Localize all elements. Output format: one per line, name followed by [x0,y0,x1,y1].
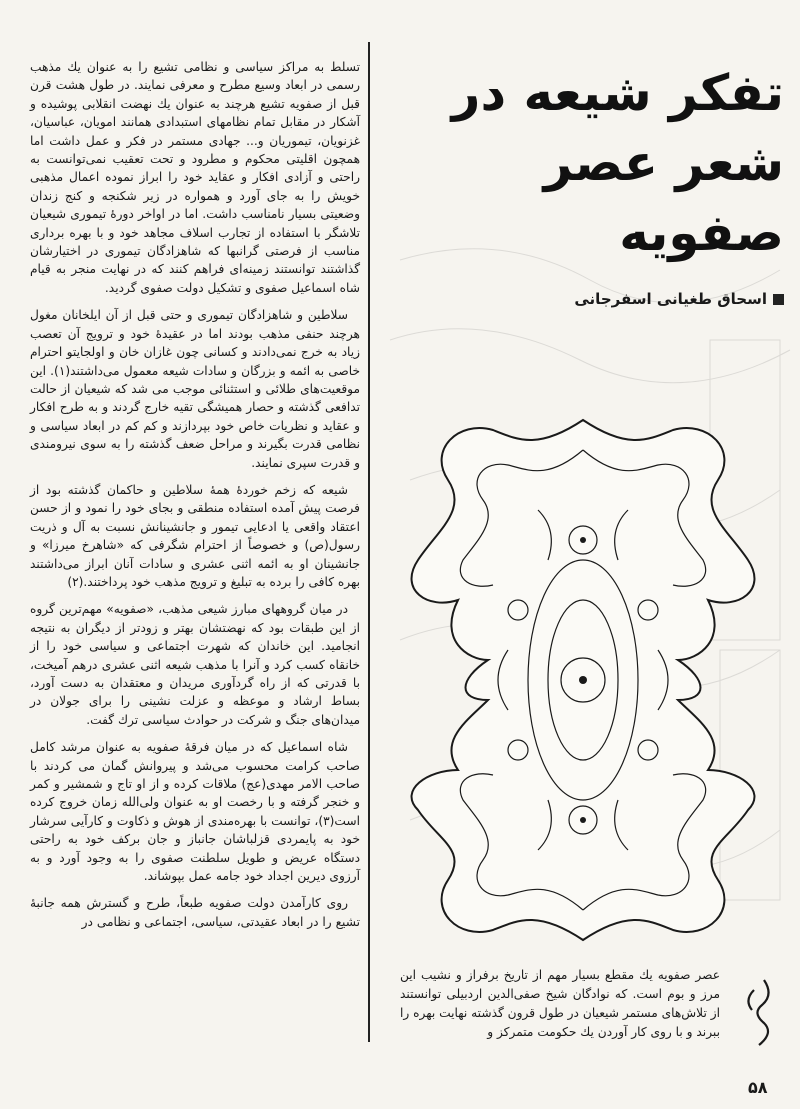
body-paragraph: در میان گروههای مبارز شیعی مذهب، «صفویه» مهم‌ترین گروه از این طبقات بود که نهضتشان بهتر و زودتر از دیگران به نتیجه انجامید. این خاندان که شهرت اجتماعی و سیاسی خود را از خانقاه کسب کرد و آنرا با مذهب شیعه اثنی عشری درهم آمیخت، با قدرتی که از راه گردآوری مریدان و معتقدان به دست آورد، بساط ارشاد و موعظه و عزلت نشینی را برای جولان در میدان‌های جنگ و شرکت در حوادث سیاسی ترك گفت. [30,602,360,727]
body-paragraph: شاه اسماعیل که در میان فرقهٔ صفویه به عنوان مرشد کامل صاحب کرامت محسوب می‌شد و پیروانش گمان می کردند با صاحب الامر مهدی(عج) ملاقات کرده و از او تاج و شمشیر و کمر و خنجر گرفته و با رخصت او به عنوان ولی‌الله زمان خروج کرده است(۳)، توانست با بهره‌مندی از هوش و ذکاوت و کارآیی سرشار خود به پایمردی قزلباشان جانباز و جان برکف خود به راحتی دستگاه عریض و طویل سلطنت صفوی را به وجود آورد و به آرزوی دیرین اجداد خود جامه عمل بپوشاند. [30,740,360,884]
author-line [378,290,790,308]
body-text-column [30,58,360,940]
author-name: اسحاق طغیانی اسفرجانی [574,290,767,308]
body-paragraph: سلاطین و شاهزادگان تیموری و حتی قبل از آن ایلخانان مغول هرچند حنفی مذهب بودند اما در عقیدهٔ خود و ترویج آن تعصب زیاد به خرج نمی‌دادند و کسانی چون غازان خان و اولجایتو احترام خاصی به ائمه و بزرگان و سادات شیعه معمول می‌داشتند(۱). این موقعیت‌های طلائی و استثنائی موجب می شد که شیعیان از حالت تدافعی گذشته و حصار همیشگی تقیه خارج گردند و به طرح افکار و عقاید و نظریات خاص خود بپردازند و کم کم در ابعاد سیاسی و نظامی قدرت بگیرند و مراحل ضعف گذشته را به سوی نیرومندی و قدرت سپری نمایند. [30,308,361,470]
page-number: ۵۸ [748,1078,768,1097]
title-line-1: تفکر شیعه در [451,64,784,122]
kerman-signature-logo [734,975,784,1055]
body-paragraph: شیعه که زخم خوردهٔ همهٔ سلاطین و حاکمان گذشته بود از فرصت پیش آمده استفاده منطقی و بجای خود را نمود و از حسن اعتقاد واقعی یا ادعایی تیمور و جانشینانش نسبت به آل و ذریت رسول(ص) و خصوصاً از احترام شگرفی که «شاهرخ میرزا» و جانشینان او به ائمه اثنی عشری و سادات آنان ابراز می‌داشتند بهره کافی را برده به تبلیغ و ترویج مذهب خود پرداختند.(۲) [30,482,360,589]
body-paragraph: تسلط به مراکز سیاسی و نظامی تشیع را به عنوان یك مذهب رسمی در ابعاد وسیع مطرح و معرفی نمایند. در طول هشت قرن قبل از صفویه تشیع هرچند به عنوان یك نهضت انقلابی پوشیده و آشکار در مقابل تمام نظامهای استبدادی همانند امویان، عباسیان، غزنویان، تیموریان و... جهادی مستمر در فکر و عمل داشت اما همچون اقلیتی محکوم و مطرود و تحت تعقیب نمی‌توانست به راحتی و آزادی افکار و عقاید خود را ابراز نموده اعمال مذهبی خویش را به جای آورد و همواره در زیر شکنجه و کنج زندان وضعیتی بسیار نامناسب داشت. اما در اواخر دورهٔ تیموری شیعیان تلاشگر با استفاده از تجارب اسلاف مجاهد خود و با بهره برداری مناسب از فرصتی گرانبها که شاهزادگان تیموری در اختیارشان گذاشتند توانستند زمینه‌ای فراهم کنند که در نهایت منجر به قیام شاه اسماعیل صفوی و تشکیل دولت صفوی گردید. [30,60,360,295]
ornamental-medallion-illustration [398,410,768,950]
article-title [378,58,790,268]
title-line-2: شعر عصر صفویه [543,134,784,262]
bullet-square-icon [773,294,784,305]
body-paragraph: روی کارآمدن دولت صفویه طبعاً، طرح و گسترش همه جانبهٔ تشیع را در ابعاد عقیدتی، سیاسی، اجتماعی و نظامی در [30,896,360,929]
image-caption: عصر صفویه یك مقطع بسیار مهم از تاریخ برفراز و نشیب این مرز و بوم است. که نوادگان شیخ صفی‌الدین اردبیلی توانستند از تلاش‌های مستمر شیعیان در طول قرون گذشته نهایت بهره را ببرند و با روی کار آوردن یك حکومت متمرکز و [400,968,720,1039]
title-block [378,58,790,308]
column-divider [368,42,370,1042]
